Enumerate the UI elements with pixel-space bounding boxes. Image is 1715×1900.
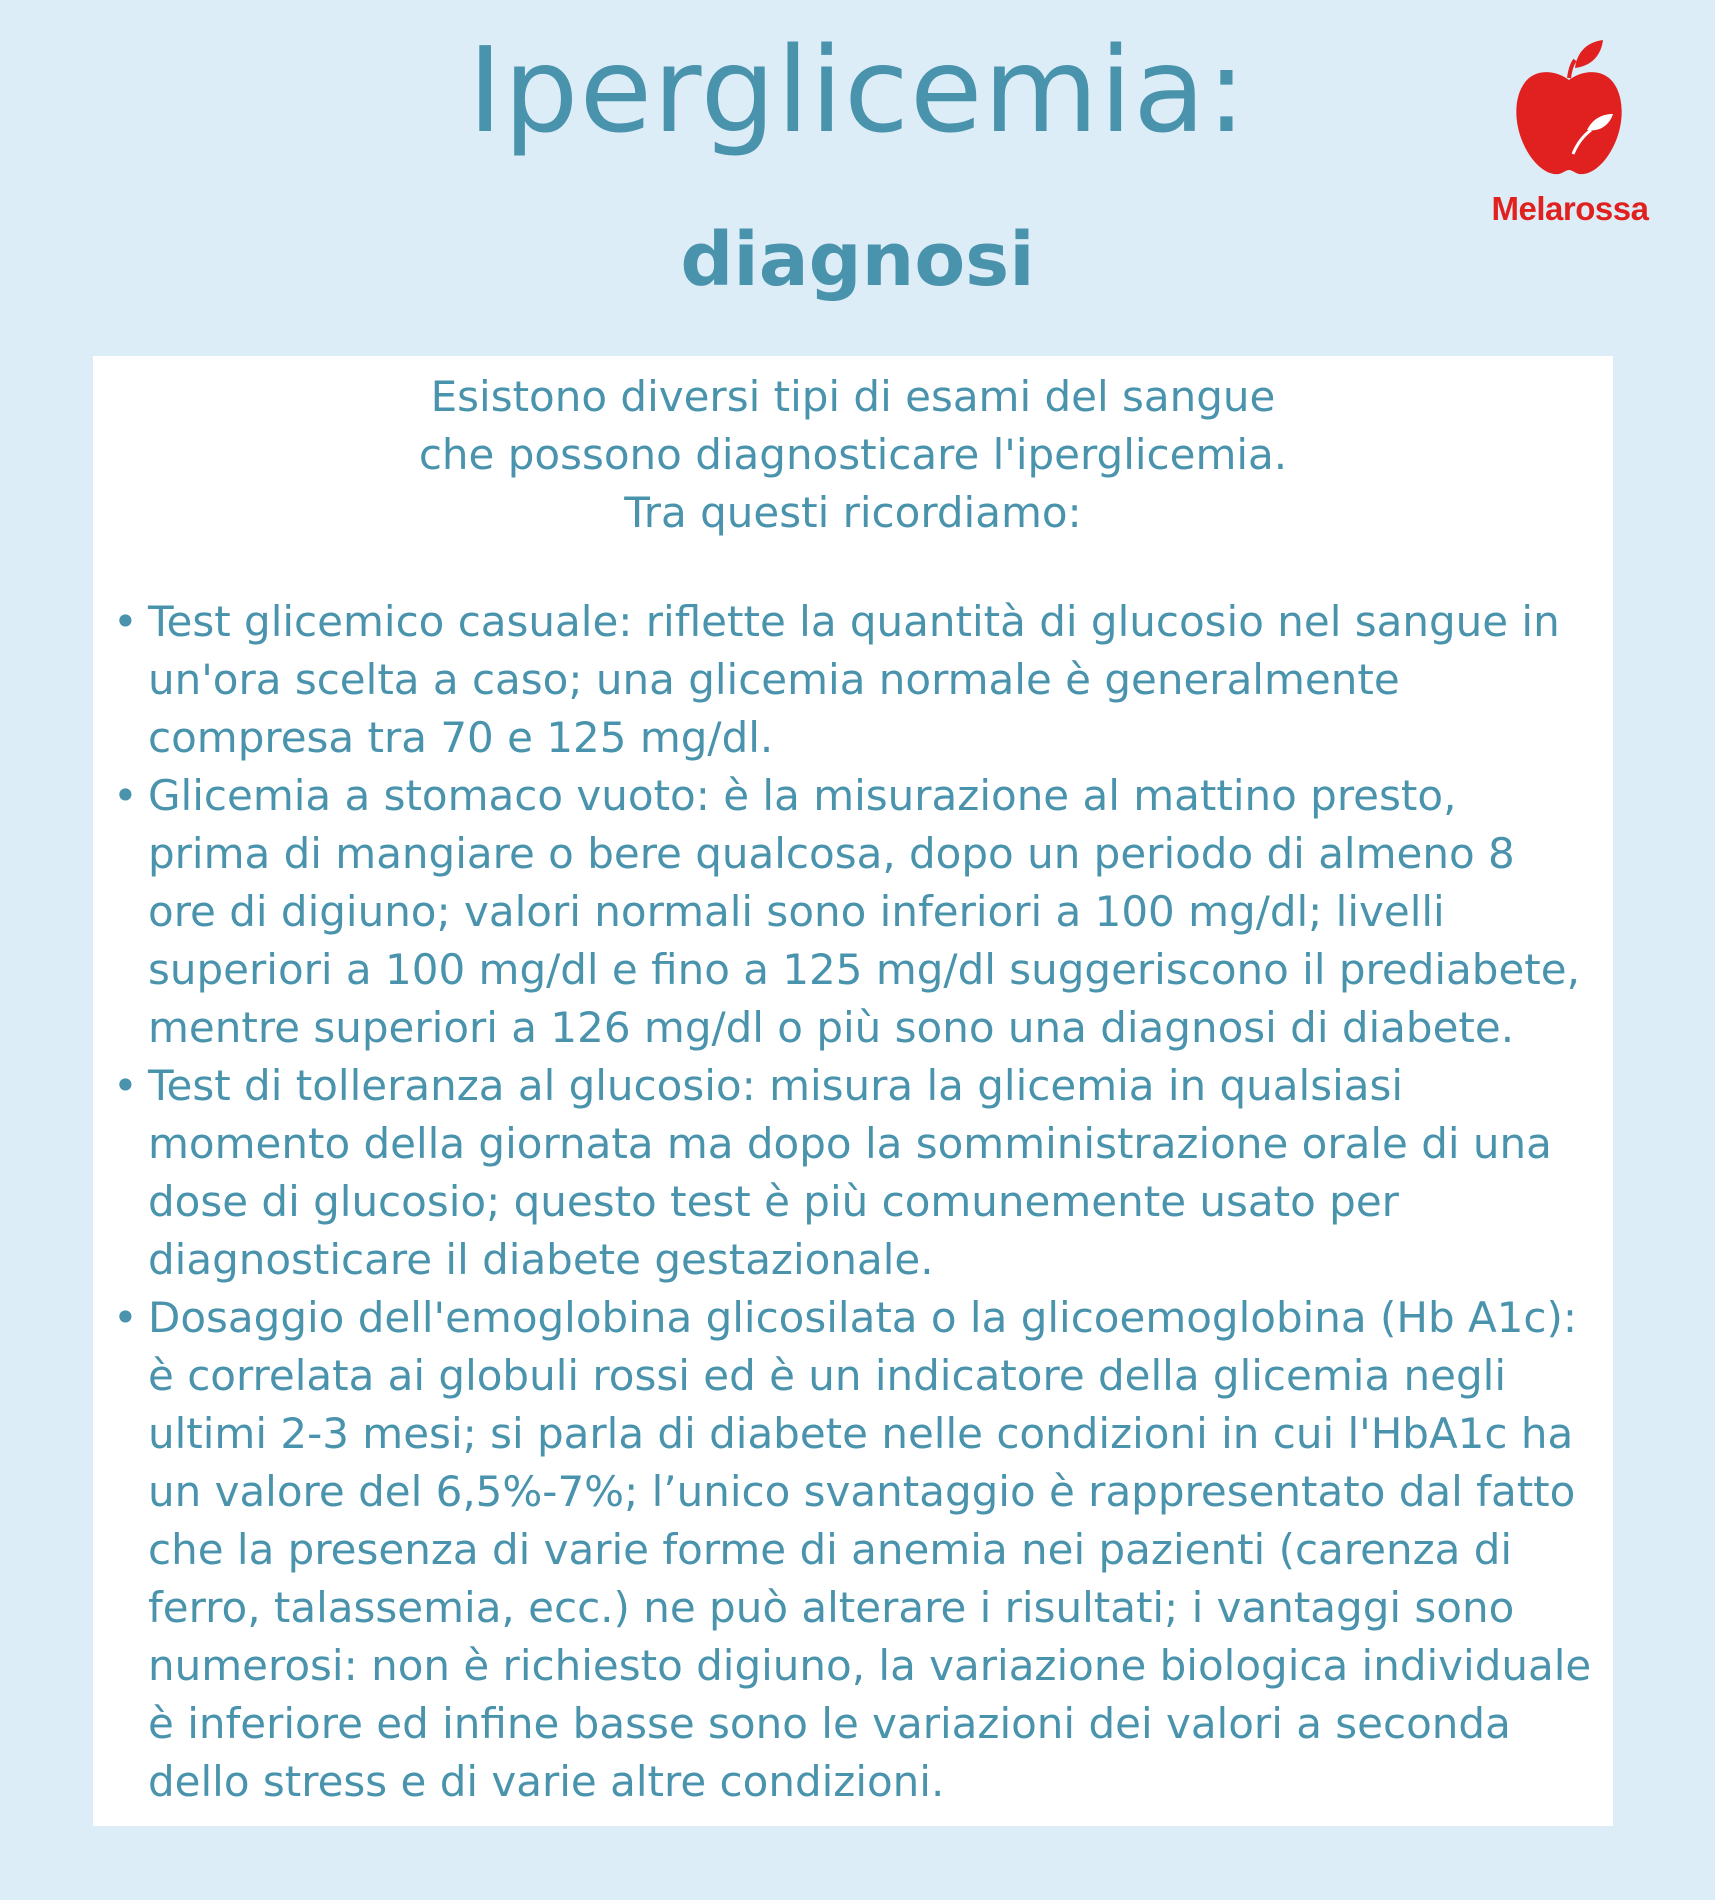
list-item-line: un valore del 6,5%-7%; l’unico svantaggio è rappresentato dal fatto [148,1467,1576,1516]
list-item-line: ore di digiuno; valori normali sono inferiori a 100 mg/dl; livelli [148,887,1445,936]
page-title: Iperglicemia: [467,21,1248,159]
list-item-line: prima di mangiare o bere qualcosa, dopo un periodo di almeno 8 [148,829,1515,878]
list-item-line: Test glicemico casuale: riflette la quantità di glucosio nel sangue in [148,597,1560,646]
list-item-line: è correlata ai globuli rossi ed è un indicatore della glicemia negli [148,1351,1506,1400]
list-item [113,767,1603,1057]
list-item [113,1289,1603,1811]
brand-name: Melarossa [1491,190,1649,227]
list-item [113,1057,1603,1289]
bullet-icon: • [113,1293,138,1342]
list-item-line: ferro, talassemia, ecc.) ne può alterare i risultati; i vantaggi sono [148,1583,1515,1632]
list-item-line: un'ora scelta a caso; una glicemia normale è generalmente [148,655,1400,704]
list-item-line: numerosi: non è richiesto digiuno, la variazione biologica individuale [148,1641,1592,1690]
list-item-line: Test di tolleranza al glucosio: misura la glicemia in qualsiasi [148,1061,1404,1110]
bullet-icon: • [113,1061,138,1110]
list-item-line: Glicemia a stomaco vuoto: è la misurazione al mattino presto, [148,771,1457,820]
list-item-line: diagnosticare il diabete gestazionale. [148,1235,934,1284]
list-item-line: mentre superiori a 126 mg/dl o più sono una diagnosi di diabete. [148,1003,1515,1052]
list-item-line: è inferiore ed infine basse sono le variazioni dei valori a seconda [148,1699,1511,1748]
bullet-icon: • [113,771,138,820]
brand-logo [1475,38,1665,238]
list-item-line: superiori a 100 mg/dl e fino a 125 mg/dl suggeriscono il prediabete, [148,945,1580,994]
intro-line: che possono diagnosticare l'iperglicemia. [418,430,1288,479]
list-item-line: dello stress e di varie altre condizioni. [148,1757,945,1806]
list-item-line: che la presenza di varie forme di anemia nei pazienti (carenza di [148,1525,1513,1574]
bullet-icon: • [113,597,138,646]
intro-line: Tra questi ricordiamo: [624,488,1082,537]
content-card [93,356,1613,1826]
list-item-line: ultimi 2-3 mesi; si parla di diabete nelle condizioni in cui l'HbA1c ha [148,1409,1574,1458]
diagnosis-list [113,593,1603,1811]
list-item [113,593,1603,767]
list-item-line: dose di glucosio; questo test è più comunemente usato per [148,1177,1399,1226]
list-item-line: Dosaggio dell'emoglobina glicosilata o la glicoemoglobina (Hb A1c): [148,1293,1578,1342]
list-item-line: compresa tra 70 e 125 mg/dl. [148,713,774,762]
red-apple-icon [1513,38,1625,178]
intro-line: Esistono diversi tipi di esami del sangue [430,372,1276,421]
page-subtitle: diagnosi [680,217,1035,303]
intro-text [93,368,1613,542]
list-item-line: momento della giornata ma dopo la somministrazione orale di una [148,1119,1552,1168]
